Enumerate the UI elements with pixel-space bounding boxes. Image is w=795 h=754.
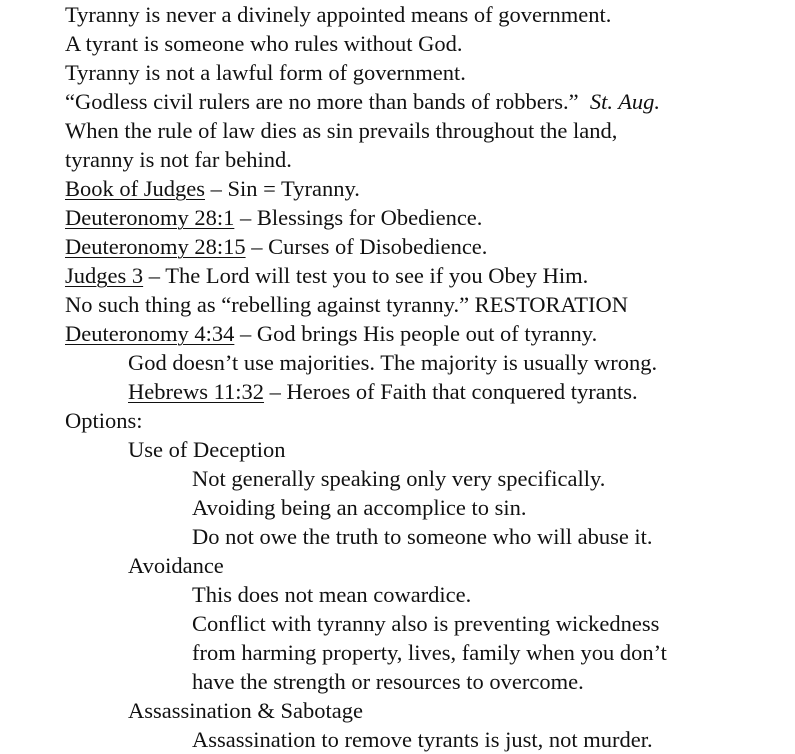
list-item-text: Do not owe the truth to someone who will abuse it.: [192, 524, 653, 549]
list-item-quote: [65, 87, 660, 116]
list-item-text: Assassination & Sabotage: [128, 698, 363, 723]
list-item-text: – God brings His people out of tyranny.: [234, 321, 598, 346]
scripture-link[interactable]: Deuteronomy 4:34: [65, 321, 235, 346]
list-item-text: This does not mean cowardice.: [192, 582, 472, 607]
list-item-text: Tyranny is not a lawful form of government.: [65, 60, 466, 85]
list-item-text: A tyrant is someone who rules without God.: [65, 31, 463, 56]
list-item-text: Assassination to remove tyrants is just, not murder.: [192, 727, 653, 752]
list-item-text-continued: tyranny is not far behind.: [65, 147, 292, 172]
quote-attribution: St. Aug.: [589, 89, 661, 114]
scripture-link[interactable]: Book of Judges: [65, 176, 205, 201]
scripture-link[interactable]: Deuteronomy 28:15: [65, 234, 246, 259]
list-item-text: Avoiding being an accomplice to sin.: [192, 495, 527, 520]
list-item-text: Not generally speaking only very specifically.: [192, 466, 606, 491]
list-item-text-continued: have the strength or resources to overcome.: [192, 669, 584, 694]
list-item-text: – Curses of Disobedience.: [245, 234, 488, 259]
list-item-text: Options:: [65, 408, 143, 433]
list-item-text: Tyranny is never a divinely appointed means of government.: [65, 2, 612, 27]
scripture-link[interactable]: Deuteronomy 28:1: [65, 205, 235, 230]
list-item-text: When the rule of law dies as sin prevails throughout the land,: [65, 118, 618, 143]
list-item-text: God doesn’t use majorities. The majority is usually wrong.: [128, 350, 658, 375]
scripture-link[interactable]: Judges 3: [65, 263, 144, 288]
scripture-link[interactable]: Hebrews 11:32: [128, 379, 265, 404]
list-item-text-continued: from harming property, lives, family when you don’t: [192, 640, 667, 665]
list-item-text: Use of Deception: [128, 437, 286, 462]
list-item-text: – Blessings for Obedience.: [234, 205, 483, 230]
list-item-text: Conflict with tyranny also is preventing wickedness: [192, 611, 660, 636]
quote-text: “Godless civil rulers are no more than bands of robbers.”: [65, 89, 579, 114]
list-item-text: No such thing as “rebelling against tyranny.” RESTORATION: [65, 292, 629, 317]
list-item-text: Avoidance: [128, 553, 224, 578]
list-item-text: – Heroes of Faith that conquered tyrants.: [264, 379, 638, 404]
list-item-text: – Sin = Tyranny.: [205, 176, 360, 201]
list-item-text: – The Lord will test you to see if you Obey Him.: [143, 263, 589, 288]
